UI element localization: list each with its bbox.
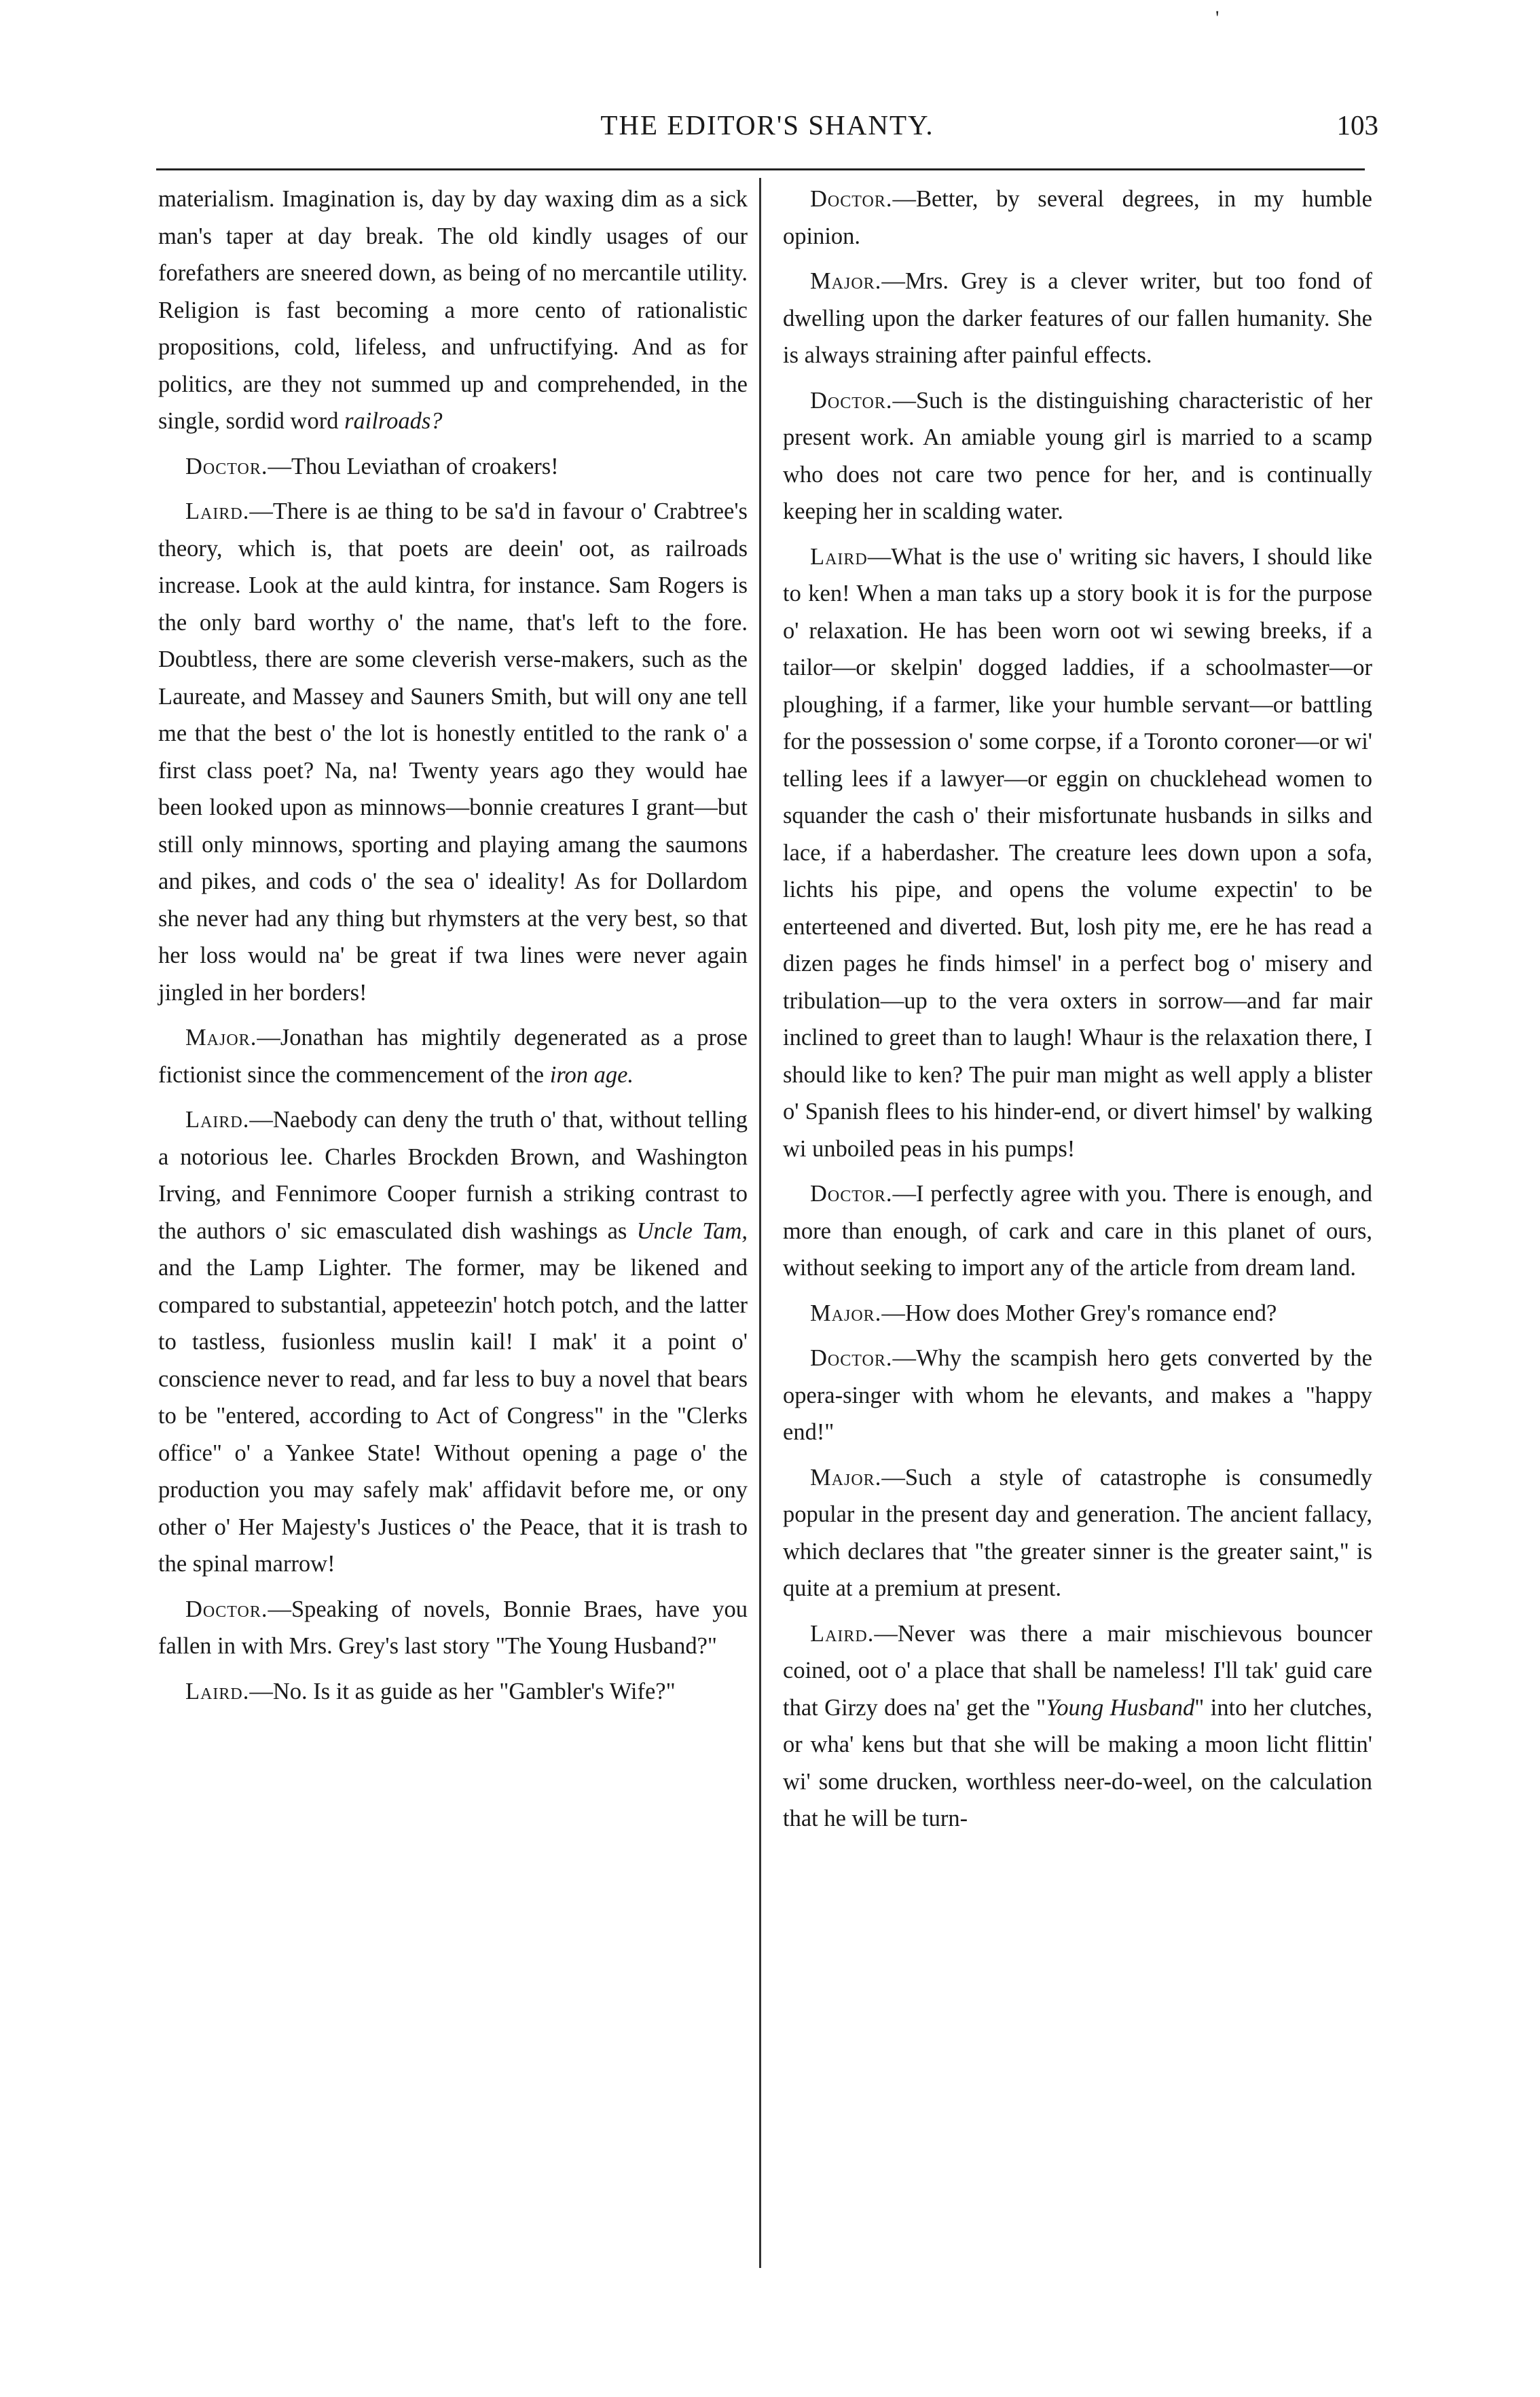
speaker-name: Major. <box>810 268 882 294</box>
speaker-name: Laird. <box>810 1620 875 1647</box>
speaker-name: Doctor. <box>810 1181 893 1207</box>
paragraph: Major.—Such a style of catastrophe is consumedly popular in the present day and generation. The ancient fallacy, which declares that "the greater sinner is the greater saint," is quite at a premium at present. <box>783 1464 1372 1601</box>
speaker-name: Laird. <box>185 1107 250 1133</box>
paragraph: Doctor.—Speaking of novels, Bonnie Braes, have you fallen in with Mrs. Grey's last story "The Young Husband?" <box>158 1596 748 1659</box>
speaker-name: Doctor. <box>185 1596 268 1622</box>
right-column <box>783 181 1372 1846</box>
paragraph: Major.—Mrs. Grey is a clever writer, but too fond of dwelling upon the darker features of our fallen humanity. She is always straining after painful effects. <box>783 268 1372 368</box>
paragraph: Laird—What is the use o' writing sic havers, I should like to ken! When a man taks up a story book it is for the purpose o' relaxation. He has been worn oot wi sewing breeks, if a tailor—or skelpin' dogged laddies, if a schoolmaster—or ploughing, if a farmer, like your humble servant—or battling for the possession o' some corpse, if a Toronto coroner—or wi' telling lees if a lawyer—or eggin on chucklehead women to squander the cash o' their misfortunate husbands in silks and lace, if a haberdasher. The creature lees down upon a sofa, lichts his pipe, and opens the volume expectin' to be enterteened and diverted. But, losh pity me, ere he has read a dizen pages he finds himsel' in a perfect bog o' misery and tribulation—up to the vera oxters in sorrow—and far mair inclined to greet than to laugh! Whaur is the relaxation there, I should like to ken? The puir man might as well apply a blister o' Spanish flees to his hinder-end, or divert himsel' by walking wi unboiled peas in his pumps! <box>783 543 1372 1162</box>
paragraph: Laird.—No. Is it as guide as her "Gambler's Wife?" <box>185 1678 676 1704</box>
page-header <box>156 109 1378 163</box>
paragraph: Doctor.—Better, by several degrees, in my humble opinion. <box>783 186 1372 249</box>
paragraph: materialism. Imagination is, day by day waxing dim as a sick man's taper at day break. The old kindly usages of our forefathers are sneered down, as being of no mercantile utility. Religion is fast becoming a more cento of rationalistic propositions, cold, lifeless, and unfructifying. And as for politics, are they not summed up and comprehended, in the single, sordid word railroads? <box>158 186 748 434</box>
column-divider <box>759 178 761 2268</box>
left-column <box>158 181 748 1718</box>
paragraph: Laird.—There is ae thing to be sa'd in favour o' Crabtree's theory, which is, that poets are deein' oot, as railroads increase. Look at the auld kintra, for instance. Sam Rogers is the only bard worthy o' the name, that's left to the fore. Doubtless, there are some cleverish verse-makers, such as the Laureate, and Massey and Sauners Smith, but will ony ane tell me that the best o' the lot is honestly entitled to the rank o' a first class poet? Na, na! Twenty years ago they would hae been looked upon as minnows—bonnie creatures I grant—but still only minnows, sporting and playing amang the saumons and pikes, and cods o' the sea o' ideality! As for Dollardom she never had any thing but rhymsters at the very best, so that her loss would na' be great if twa lines were never again jingled in her borders! <box>158 498 748 1006</box>
speaker-name: Laird. <box>185 1678 250 1704</box>
paragraph: Major.—How does Mother Grey's romance end? <box>810 1300 1277 1326</box>
paragraph: Doctor.—I perfectly agree with you. There is enough, and more than enough, of cark and care in this planet of ours, without seeking to import any of the article from dream land. <box>783 1181 1372 1281</box>
paragraph: Doctor.—Why the scampish hero gets converted by the opera-singer with whom he elevants, and makes a "happy end!" <box>783 1345 1372 1445</box>
speaker-name: Major. <box>810 1300 882 1326</box>
speaker-name: Doctor. <box>810 186 893 212</box>
paragraph: Major.—Jonathan has mightily degenerated as a prose fictionist since the commencement of the iron age. <box>158 1025 748 1088</box>
page-number: 103 <box>1336 109 1378 141</box>
running-title: THE EDITOR'S SHANTY. <box>600 109 934 141</box>
paragraph: Laird.—Never was there a mair mischievous bouncer coined, oot o' a place that shall be nameless! I'll tak' guid care that Girzy does na' get the "Young Husband" into her clutches, or wha' kens but that she will be making a moon licht flittin' wi' some drucken, worthless neer-do-weel, on the calculation that he will be turn- <box>783 1620 1372 1831</box>
speaker-name: Doctor. <box>810 387 893 414</box>
speaker-name: Doctor. <box>810 1345 893 1371</box>
speaker-name: Laird <box>810 543 868 570</box>
speaker-name: Major. <box>810 1464 882 1490</box>
speaker-name: Major. <box>185 1025 257 1050</box>
paragraph: Doctor.—Such is the distinguishing characteristic of her present work. An amiable young girl is married to a scamp who does not care two pence for her, and is continually keeping her in scalding water. <box>783 387 1372 524</box>
speaker-name: Doctor. <box>185 453 268 479</box>
stray-mark: ' <box>1215 7 1220 29</box>
paragraph: Doctor.—Thou Leviathan of croakers! <box>185 453 559 479</box>
speaker-name: Laird. <box>185 498 250 524</box>
header-rule <box>156 168 1365 170</box>
paragraph: Laird.—Naebody can deny the truth o' that, without telling a notorious lee. Charles Brockden Brown, and Washington Irving, and Fennimore Cooper furnish a striking contrast to the authors o' sic emasculated dish washings as Uncle Tam, and the Lamp Lighter. The former, may be likened and compared to substantial, appeteezin' hotch potch, and the latter to tastless, fusionless muslin kail! I mak' it a point o' conscience never to read, and far less to buy a novel that bears to be "entered, according to Act of Congress" in the "Clerks office" o' a Yankee State! Without opening a page o' the production you may safely mak' affidavit before me, or ony other o' Her Majesty's Justices o' the Peace, that it is trash to the spinal marrow! <box>158 1107 748 1577</box>
